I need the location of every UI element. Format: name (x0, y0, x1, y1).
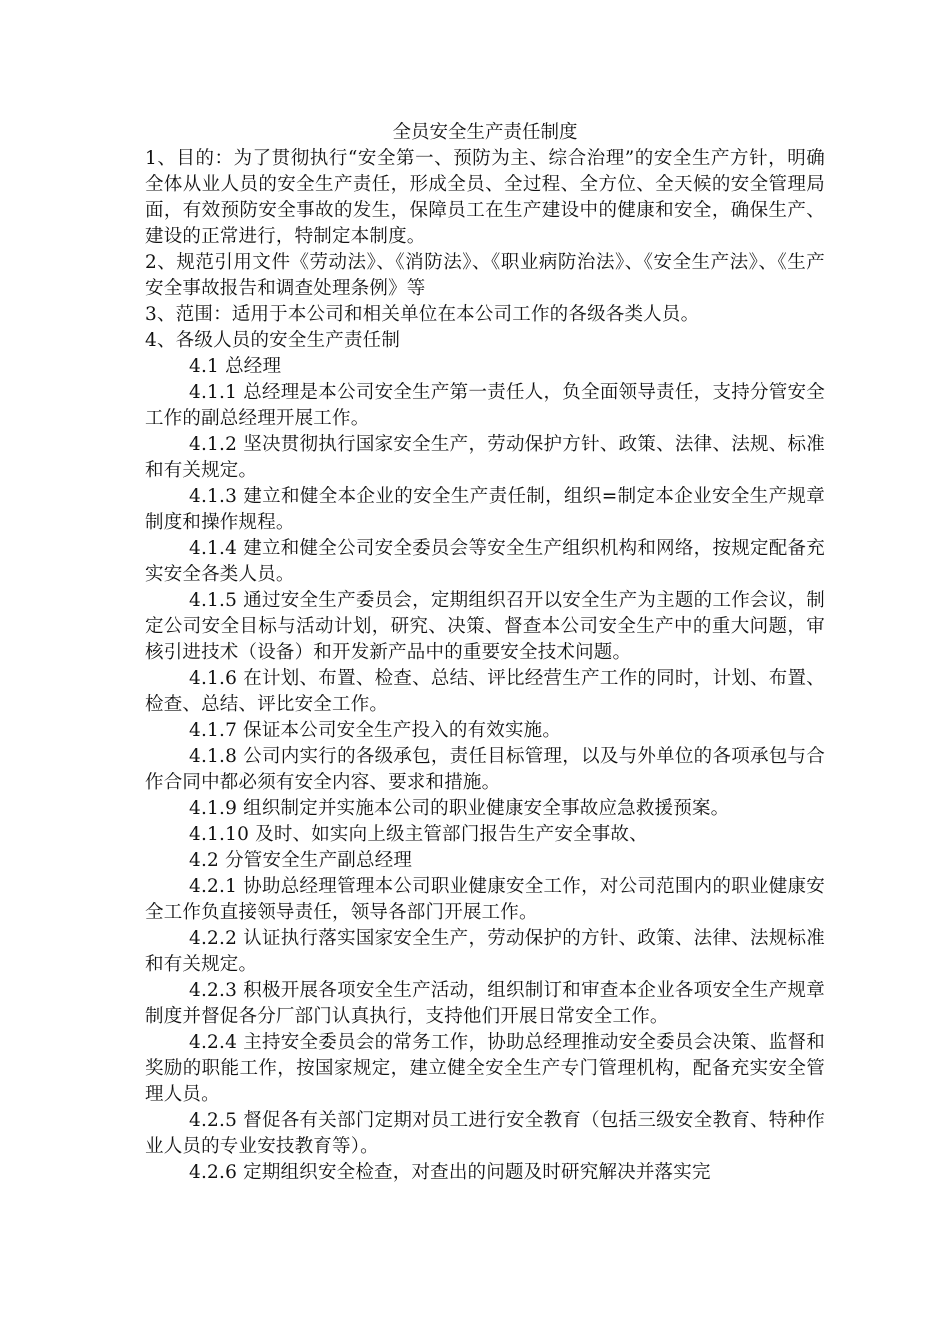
paragraph: 4.2.5 督促各有关部门定期对员工进行安全教育（包括三级安全教育、特种作业人员的专业安技教育等）。 (145, 1110, 825, 1157)
paragraph: 4.1.2 坚决贯彻执行国家安全生产，劳动保护方针、政策、法律、法规、标准和有关规定。 (145, 434, 825, 481)
paragraph: 4.2.2 认证执行落实国家安全生产，劳动保护的方针、政策、法律、法规标准和有关规定。 (145, 928, 825, 975)
document-body (145, 120, 825, 1186)
paragraph: 4.1.8 公司内实行的各级承包，责任目标管理，以及与外单位的各项承包与合作合同中都必须有安全内容、要求和措施。 (145, 746, 825, 793)
paragraph: 4.1 总经理 (189, 356, 282, 377)
paragraph: 4、各级人员的安全生产责任制 (145, 330, 401, 351)
paragraph: 1、目的：为了贯彻执行“安全第一、预防为主、综合治理”的安全生产方针，明确全体从业人员的安全生产责任，形成全员、全过程、全方位、全天候的安全管理局面，有效预防安全事故的发生，保障员工在生产建设中的健康和安全，确保生产、建设的正常进行，特制定本制度。 (145, 148, 825, 247)
paragraph-list (145, 146, 825, 1186)
document-title: 全员安全生产责任制度 (392, 122, 578, 143)
paragraph: 4.1.1 总经理是本公司安全生产第一责任人，负全面领导责任，支持分管安全工作的副总经理开展工作。 (145, 382, 825, 429)
paragraph: 4.2.6 定期组织安全检查，对查出的问题及时研究解决并落实完 (189, 1162, 711, 1183)
paragraph: 4.2.1 协助总经理管理本公司职业健康安全工作，对公司范围内的职业健康安全工作负直接领导责任，领导各部门开展工作。 (145, 876, 825, 923)
paragraph: 4.1.10 及时、如实向上级主管部门报告生产安全事故、 (189, 824, 648, 845)
paragraph: 4.1.6 在计划、布置、检查、总结、评比经营生产工作的同时，计划、布置、检查、总结、评比安全工作。 (145, 668, 825, 715)
paragraph: 4.1.4 建立和健全公司安全委员会等安全生产组织机构和网络，按规定配备充实安全各类人员。 (145, 538, 825, 585)
paragraph: 3、范围：适用于本公司和相关单位在本公司工作的各级各类人员。 (145, 304, 700, 325)
paragraph: 4.2.3 积极开展各项安全生产活动，组织制订和审查本企业各项安全生产规章制度并督促各分厂部门认真执行，支持他们开展日常安全工作。 (145, 980, 825, 1027)
paragraph: 2、规范引用文件《劳动法》、《消防法》、《职业病防治法》、《安全生产法》、《生产安全事故报告和调查处理条例》等 (145, 252, 825, 299)
paragraph: 4.1.5 通过安全生产委员会，定期组织召开以安全生产为主题的工作会议，制定公司安全目标与活动计划，研究、决策、督查本公司安全生产中的重大问题，审核引进技术（设备）和开发新产品中的重要安全技术问题。 (145, 590, 825, 663)
paragraph: 4.2.4 主持安全委员会的常务工作，协助总经理推动安全委员会决策、监督和奖励的职能工作，按国家规定，建立健全安全生产专门管理机构，配备充实安全管理人员。 (145, 1032, 825, 1105)
paragraph: 4.1.7 保证本公司安全生产投入的有效实施。 (189, 720, 562, 741)
paragraph: 4.1.3 建立和健全本企业的安全生产责任制，组织=制定本企业安全生产规章制度和操作规程。 (145, 486, 825, 533)
paragraph: 4.2 分管安全生产副总经理 (189, 850, 413, 871)
paragraph: 4.1.9 组织制定并实施本公司的职业健康安全事故应急救援预案。 (189, 798, 730, 819)
